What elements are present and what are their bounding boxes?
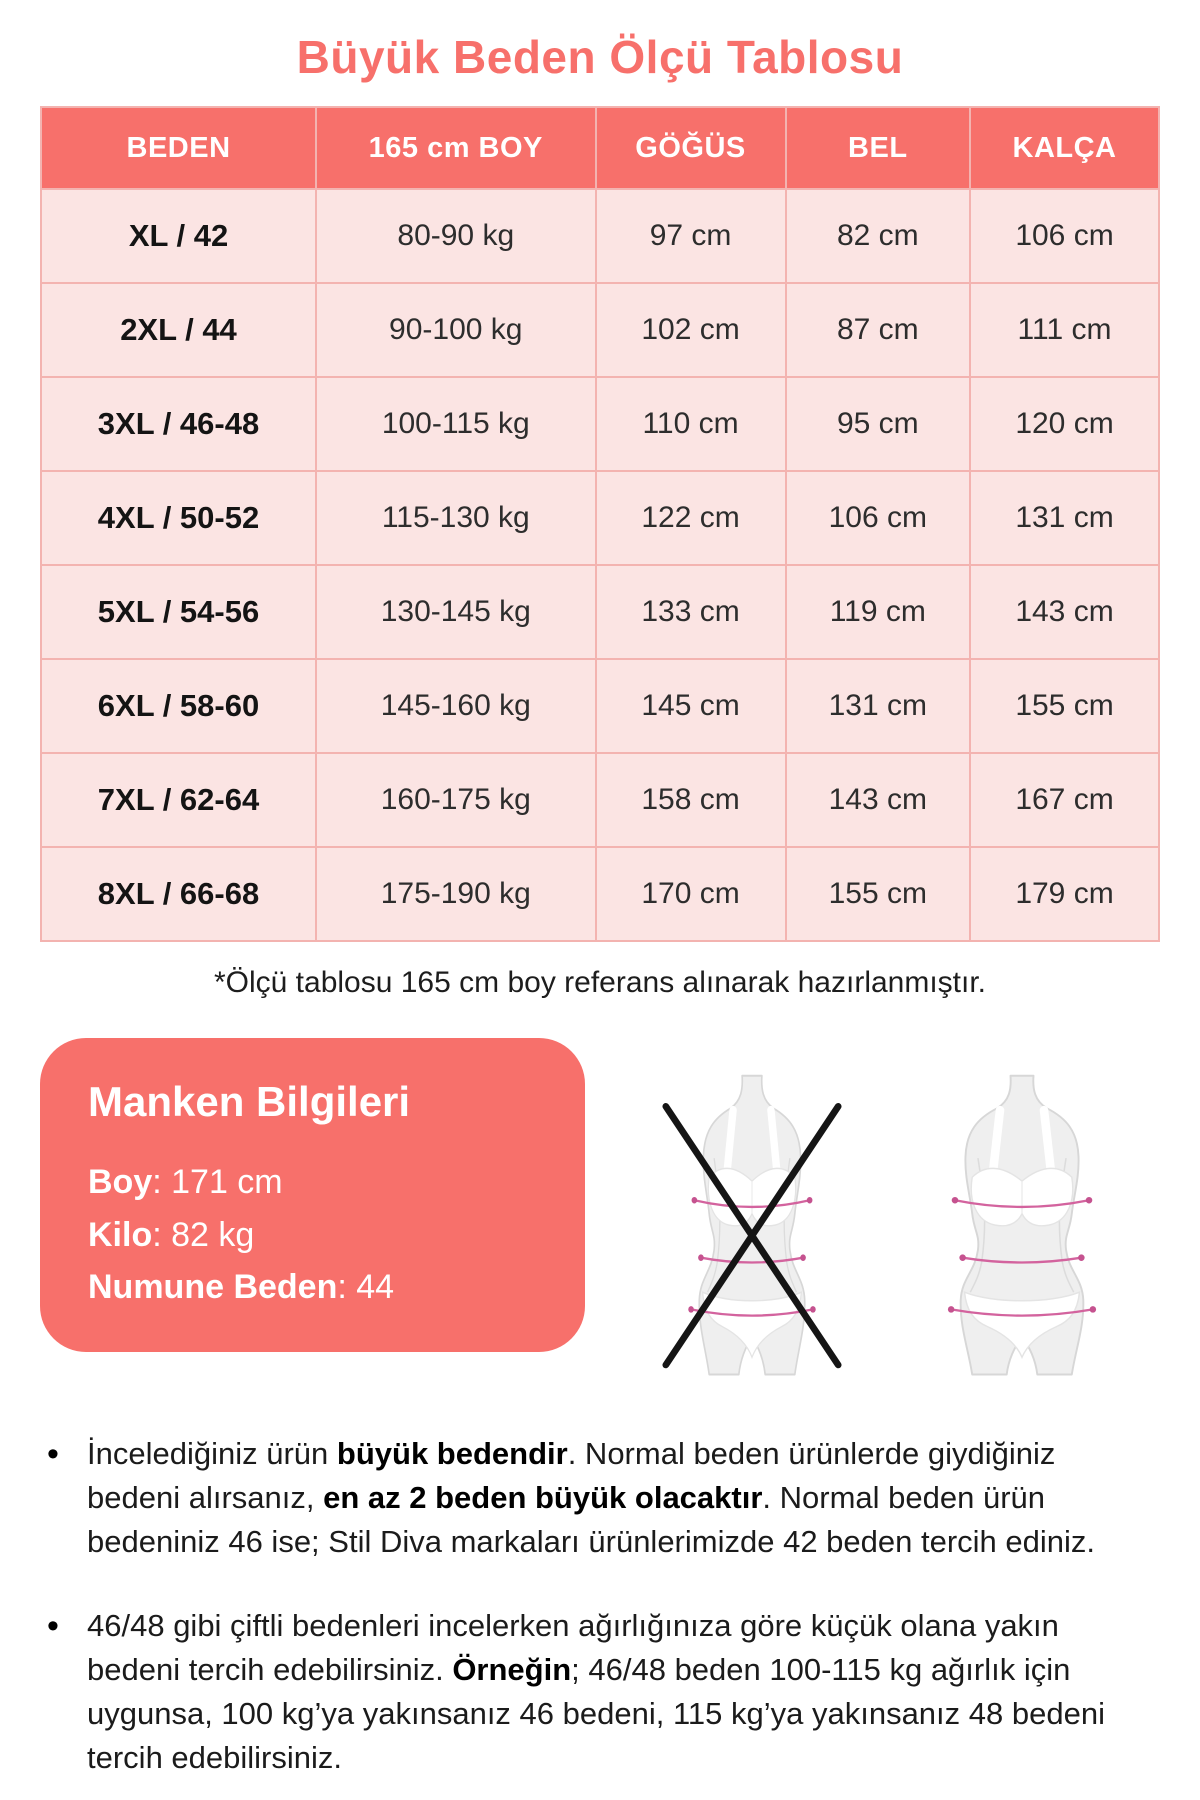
value-cell: 106 cm bbox=[970, 189, 1159, 283]
size-cell: 3XL / 46-48 bbox=[41, 377, 316, 471]
table-row bbox=[41, 753, 1159, 847]
note-text: ; 46/48 beden 100-115 kg ağırlık için uygunsa, 100 kg’ya yakınsanız 46 bedeni, 115 kg’ya yakınsanız 48 bedeni tercih edebilirsiniz. bbox=[87, 1652, 1105, 1776]
model-info-label: Boy bbox=[88, 1163, 153, 1201]
model-info-row bbox=[88, 1261, 565, 1314]
table-row bbox=[41, 659, 1159, 753]
note-text: en az 2 beden büyük olacaktır bbox=[323, 1480, 763, 1516]
value-cell: 87 cm bbox=[786, 283, 970, 377]
note-text: büyük bedendir bbox=[336, 1436, 568, 1471]
note-text: . Normal beden ürün bedeniniz 46 ise; Stil Diva markaları ürünlerimizde 42 beden tercih ediniz. bbox=[87, 1480, 1096, 1560]
value-cell: 110 cm bbox=[596, 377, 786, 471]
note-text: 46/48 gibi çiftli bedenleri incelerken ağırlığınıza göre küçük olana yakın bedeni tercih edebilirsiniz. bbox=[87, 1608, 1059, 1688]
model-info-value: : 82 kg bbox=[152, 1215, 255, 1254]
table-row bbox=[41, 847, 1159, 941]
model-info-title: Manken Bilgileri bbox=[88, 1078, 411, 1125]
value-cell: 167 cm bbox=[970, 753, 1159, 847]
header-cell: BEL bbox=[786, 107, 970, 189]
value-cell: 158 cm bbox=[596, 753, 786, 847]
model-info-row bbox=[88, 1209, 565, 1262]
value-cell: 82 cm bbox=[786, 189, 970, 283]
size-table bbox=[40, 106, 1160, 942]
note-text: Örneğin bbox=[452, 1652, 572, 1688]
value-cell: 131 cm bbox=[786, 659, 970, 753]
value-cell: 122 cm bbox=[596, 471, 786, 565]
value-cell: 143 cm bbox=[786, 753, 970, 847]
value-cell: 155 cm bbox=[786, 847, 970, 941]
header-cell: BEDEN bbox=[41, 107, 316, 189]
value-cell: 95 cm bbox=[786, 377, 970, 471]
notes-list bbox=[45, 1432, 1155, 1780]
value-cell: 160-175 kg bbox=[316, 753, 596, 847]
value-cell: 131 cm bbox=[970, 471, 1159, 565]
value-cell: 102 cm bbox=[596, 283, 786, 377]
header-cell: 165 cm BOY bbox=[316, 107, 596, 189]
size-cell: 7XL / 62-64 bbox=[41, 753, 316, 847]
table-header-row bbox=[41, 107, 1159, 189]
size-cell: 6XL / 58-60 bbox=[41, 659, 316, 753]
value-cell: 111 cm bbox=[970, 283, 1159, 377]
value-cell: 143 cm bbox=[970, 565, 1159, 659]
model-info-section bbox=[40, 1038, 1160, 1386]
size-cell: 2XL / 44 bbox=[41, 283, 316, 377]
value-cell: 179 cm bbox=[970, 847, 1159, 941]
model-info-card bbox=[40, 1038, 585, 1352]
value-cell: 106 cm bbox=[786, 471, 970, 565]
value-cell: 119 cm bbox=[786, 565, 970, 659]
value-cell: 130-145 kg bbox=[316, 565, 596, 659]
value-cell: 100-115 kg bbox=[316, 377, 596, 471]
model-info-label: Numune Beden bbox=[88, 1268, 338, 1307]
header-cell: KALÇA bbox=[970, 107, 1159, 189]
table-row bbox=[41, 471, 1159, 565]
model-info-value: : 171 cm bbox=[152, 1163, 283, 1201]
table-row bbox=[41, 283, 1159, 377]
table-row bbox=[41, 189, 1159, 283]
size-cell: 4XL / 50-52 bbox=[41, 471, 316, 565]
value-cell: 90-100 kg bbox=[316, 283, 596, 377]
size-cell: 8XL / 66-68 bbox=[41, 847, 316, 941]
value-cell: 133 cm bbox=[596, 565, 786, 659]
model-info-row bbox=[88, 1156, 565, 1209]
model-info-label: Kilo bbox=[88, 1215, 153, 1254]
size-cell: XL / 42 bbox=[41, 189, 316, 283]
note-text: İncelediğiniz ürün bbox=[87, 1436, 337, 1471]
table-row bbox=[41, 565, 1159, 659]
value-cell: 145 cm bbox=[596, 659, 786, 753]
body-silhouette-measured bbox=[926, 1070, 1118, 1386]
value-cell: 115-130 kg bbox=[316, 471, 596, 565]
model-info-value: : 44 bbox=[337, 1268, 395, 1307]
table-footnote: *Ölçü tablosu 165 cm boy referans alınarak hazırlanmıştır. bbox=[213, 966, 987, 999]
body-silhouette-crossed bbox=[656, 1070, 848, 1386]
table-row bbox=[41, 377, 1159, 471]
value-cell: 120 cm bbox=[970, 377, 1159, 471]
value-cell: 155 cm bbox=[970, 659, 1159, 753]
note-item bbox=[45, 1604, 1155, 1780]
value-cell: 170 cm bbox=[596, 847, 786, 941]
value-cell: 80-90 kg bbox=[316, 189, 596, 283]
page-title: Büyük Beden Ölçü Tablosu bbox=[296, 31, 904, 83]
size-cell: 5XL / 54-56 bbox=[41, 565, 316, 659]
note-item bbox=[45, 1432, 1155, 1564]
note-text: . Normal beden ürünlerde giydiğiniz bedeni alırsanız, bbox=[87, 1436, 1056, 1516]
value-cell: 97 cm bbox=[596, 189, 786, 283]
body-figures bbox=[656, 1070, 1160, 1386]
value-cell: 175-190 kg bbox=[316, 847, 596, 941]
value-cell: 145-160 kg bbox=[316, 659, 596, 753]
header-cell: GÖĞÜS bbox=[596, 107, 786, 189]
